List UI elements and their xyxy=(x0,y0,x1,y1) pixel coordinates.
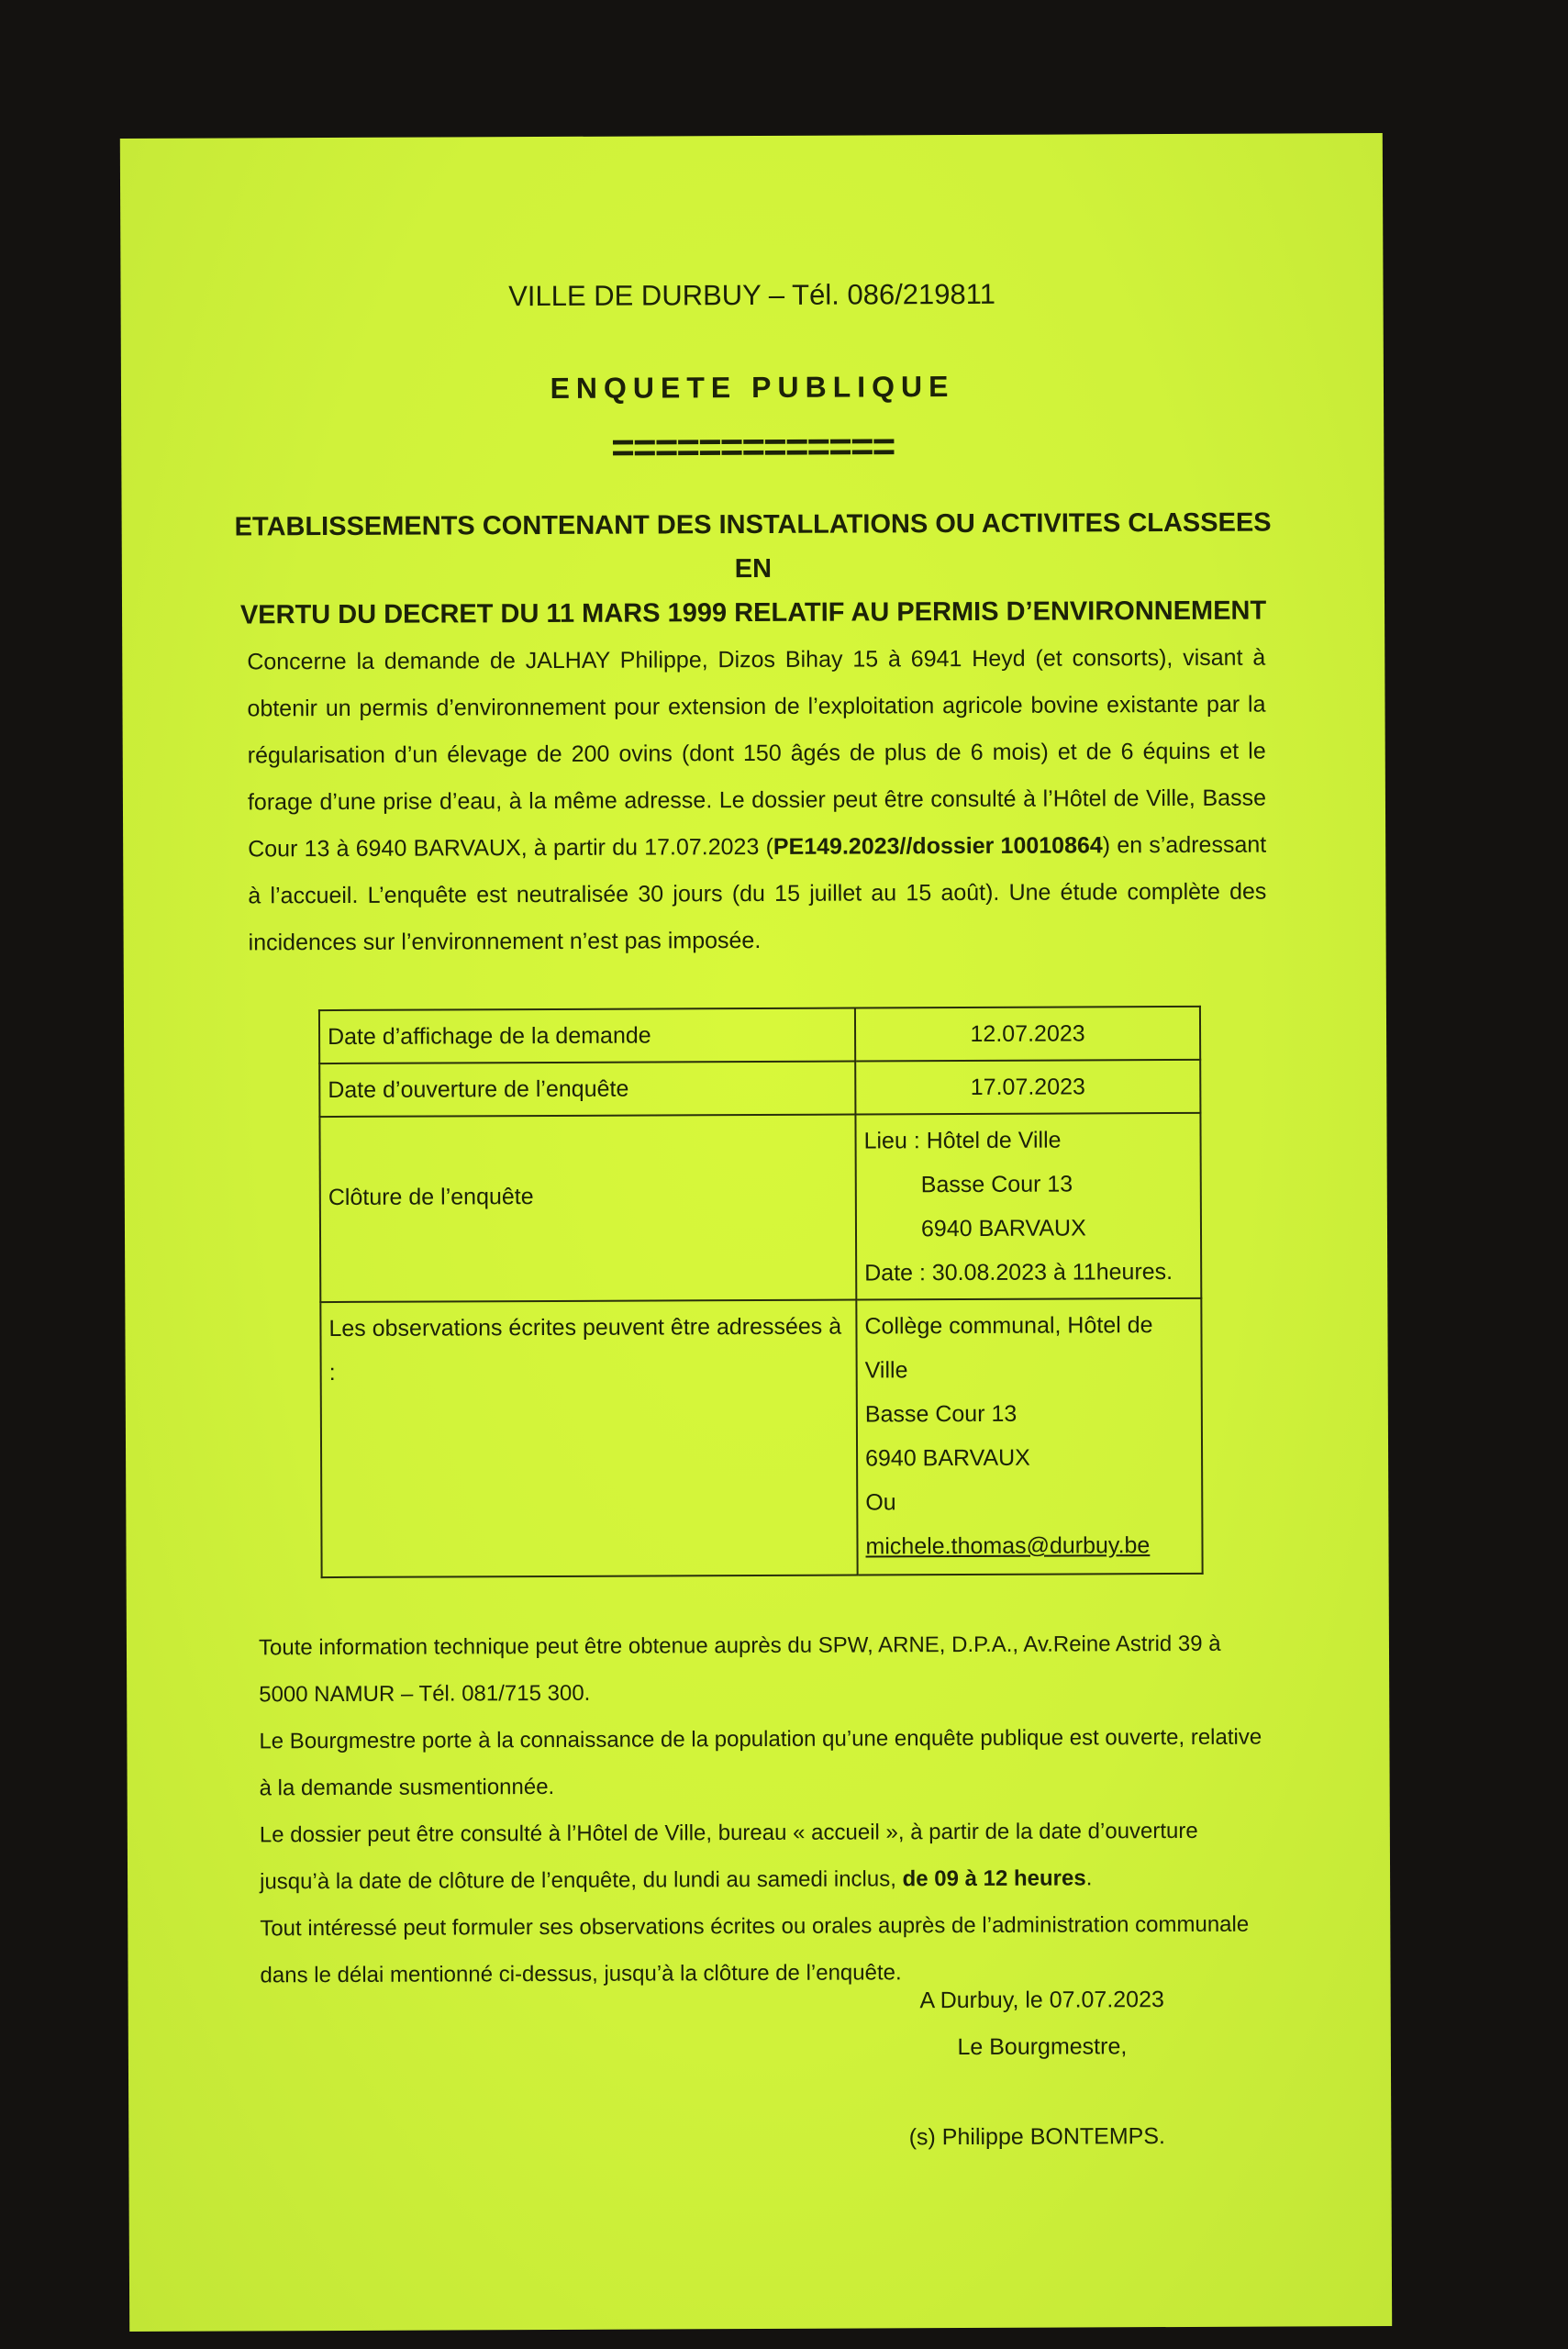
note-observations: Tout intéressé peut formuler ses observations écrites ou orales auprès de l’administration communale dans le délai mentionné ci-dessus, jusqu’à la clôture de l’enquête. xyxy=(260,1911,1250,1988)
note-announcement: Le Bourgmestre porte à la connaissance de la population qu’une enquête publique est ouverte, relative à la demande susmentionnée. xyxy=(259,1724,1262,1801)
title-separator: ============= xyxy=(611,424,895,471)
closing-label-text: Clôture de l’enquête xyxy=(328,1184,534,1211)
request-paragraph xyxy=(247,635,1267,967)
header-line: VILLE DE DURBUY – Tél. 086/219811 xyxy=(508,277,995,313)
note-consultation xyxy=(260,1808,1263,1906)
table-row xyxy=(319,1060,1200,1117)
subtitle-line-2: VERTU DU DECRET DU 11 MARS 1999 RELATIF AU PERMIS D’ENVIRONNEMENT xyxy=(239,596,1267,630)
place-date: A Durbuy, le 07.07.2023 xyxy=(919,1987,1164,2014)
notice-subtitle xyxy=(223,500,1284,637)
note-consultation-text: Le dossier peut être consulté à l’Hôtel de Ville, bureau « accueil », à partir de la date d’ouverture jusqu’à la date de clôture de l’enquête, du lundi au samedi inclus, xyxy=(259,1818,1198,1895)
table-row xyxy=(320,1298,1202,1577)
table-row xyxy=(319,1007,1200,1063)
opening-date-label: Date d’ouverture de l’enquête xyxy=(319,1062,855,1118)
observations-line-2: Basse Cour 13 xyxy=(864,1400,1018,1428)
closing-label xyxy=(319,1115,856,1303)
observations-line-4: Ou xyxy=(865,1489,896,1516)
posting-date-label: Date d’affichage de la demande xyxy=(319,1008,855,1064)
observations-line-3: 6940 BARVAUX xyxy=(865,1444,1030,1472)
table-row xyxy=(319,1113,1201,1302)
subtitle-line-1: ETABLISSEMENTS CONTENANT DES INSTALLATIONS OU ACTIVITES CLASSEES EN xyxy=(234,507,1272,584)
dossier-reference: PE149.2023//dossier 10010864 xyxy=(773,832,1103,860)
paragraph-part-1: Concerne la demande de JALHAY Philippe, Dizos Bihay 15 à 6941 Heyd (et consorts), visant à obtenir un permis d’environnement pour extension de l’exploitation agricole bovine existante par la régularisation d’un élevage de 200 ovins (dont 150 âgés de plus de 6 mois) et de 6 équins et le forage d’une prise d’eau, à la même adresse. Le dossier peut être consulté à l’Hôtel de Ville, Basse Cour 13 à 6940 BARVAUX, à partir du 17.07.2023 ( xyxy=(247,644,1267,863)
information-notes xyxy=(259,1620,1264,1999)
closing-details xyxy=(855,1113,1201,1300)
observations-line-1: Collège communal, Hôtel de Ville xyxy=(864,1312,1153,1384)
closing-city: 6940 BARVAUX xyxy=(920,1215,1086,1242)
notice-poster xyxy=(120,133,1392,2332)
email-link[interactable]: michele.thomas@durbuy.be xyxy=(865,1532,1151,1560)
notice-title: ENQUETE PUBLIQUE xyxy=(550,370,955,405)
opening-date-value: 17.07.2023 xyxy=(855,1060,1200,1115)
closing-place: Lieu : Hôtel de Ville xyxy=(863,1127,1062,1154)
mayor-role: Le Bourgmestre, xyxy=(957,2033,1128,2061)
closing-street: Basse Cour 13 xyxy=(920,1171,1073,1198)
paragraph-part-2: ) en s’adressant à l’accueil. L’enquête est neutralisée 30 jours (du 15 juillet au 15 août). Une étude complète des incidences sur l’environnement n’est pas imposée. xyxy=(248,831,1267,956)
mayor-signature: (s) Philippe BONTEMPS. xyxy=(908,2123,1165,2151)
signature-block xyxy=(895,1976,1189,2071)
note-consultation-end: . xyxy=(1085,1865,1093,1891)
observations-label: Les observations écrites peuvent être adressées à : xyxy=(320,1300,857,1578)
posting-date-value: 12.07.2023 xyxy=(855,1007,1200,1062)
note-technical-info: Toute information technique peut être obtenue auprès du SPW, ARNE, D.P.A., Av.Reine Astrid 39 à 5000 NAMUR – Tél. 081/715 300. xyxy=(258,1631,1221,1708)
closing-date: Date : 30.08.2023 à 11heures. xyxy=(864,1259,1173,1286)
observations-details xyxy=(856,1298,1202,1575)
inquiry-table xyxy=(318,1006,1204,1578)
note-consultation-hours: de 09 à 12 heures xyxy=(902,1865,1086,1892)
